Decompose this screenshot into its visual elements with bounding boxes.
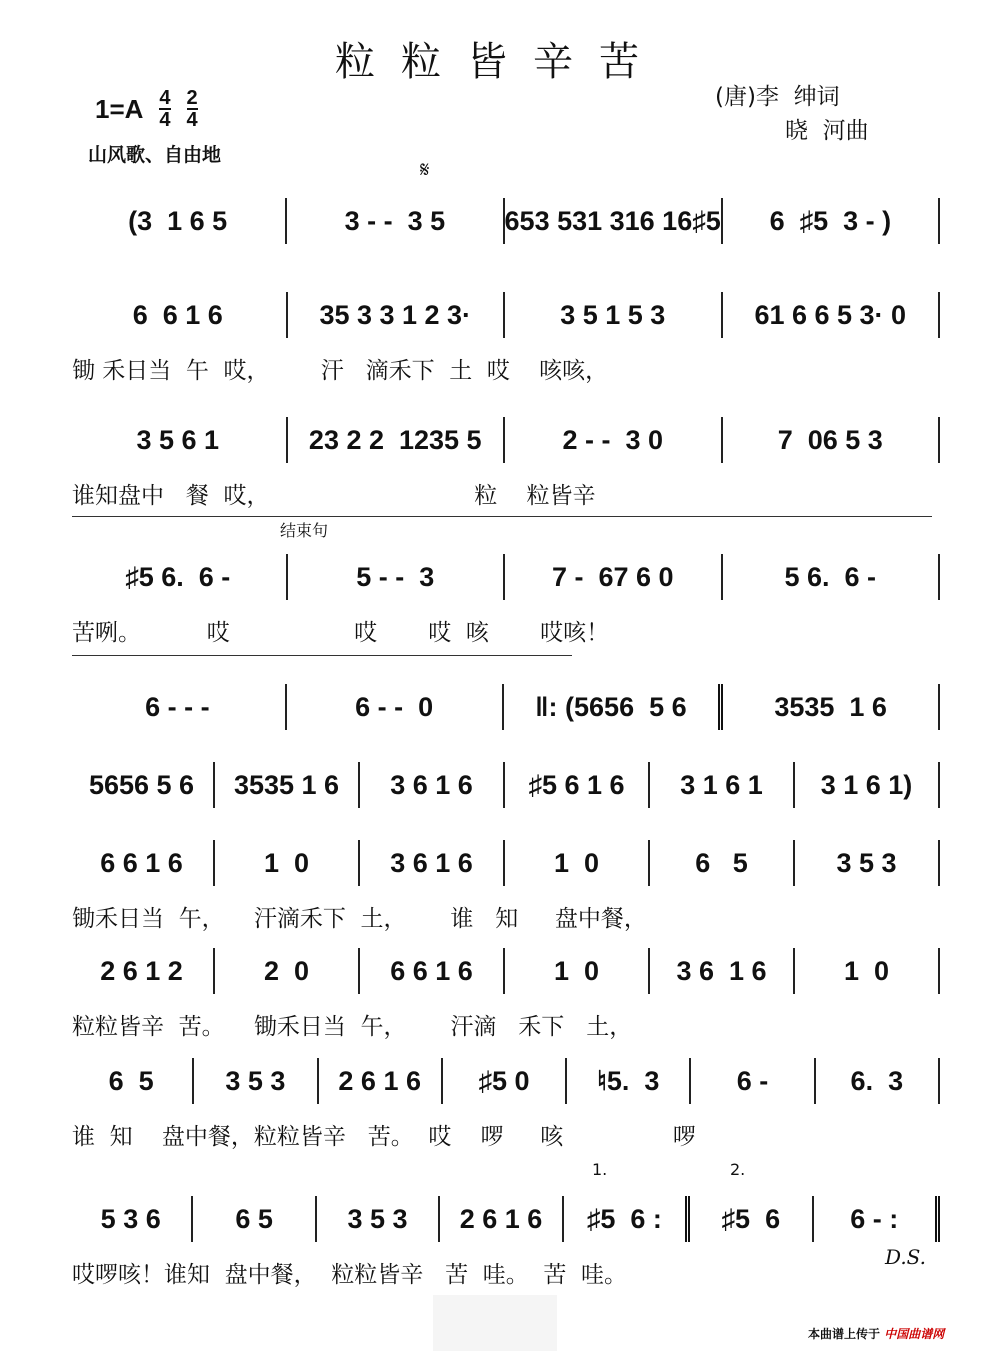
song-title: 粒粒皆辛苦 [335, 39, 665, 85]
measure: 61 6 6 5 3· 0 [723, 292, 941, 338]
measure: 35 3 3 1 2 3· [288, 292, 506, 338]
measure: 6 6 1 6 [360, 948, 505, 994]
measure: 3 5 3 [194, 1058, 318, 1104]
measure: 2 - - 3 0 [505, 417, 723, 463]
key: 1=A [95, 93, 144, 124]
measure: 5656 5 6 [70, 762, 215, 808]
time-signature-1 [159, 88, 170, 130]
blank-patch [433, 1295, 557, 1351]
key-signature [95, 88, 198, 130]
lyrics-line: 锄 禾日当 午 哎， 汗 滴禾下 土 哎 咳咳， [72, 358, 609, 384]
measure: ♮5. 3 [567, 1058, 691, 1104]
measure: 653 531 316 16♯5 [505, 198, 723, 244]
footer-text: 本曲谱上传于 [808, 1327, 881, 1341]
notation-row [70, 840, 940, 886]
measure: 7 - 67 6 0 [505, 554, 723, 600]
lyrics-line: 苦咧。 哎 哎 哎 咳 哎咳！ [72, 620, 610, 646]
measure: ♯5 6. 6 - [70, 554, 288, 600]
measure: 6 6 1 6 [70, 840, 215, 886]
volta-1: 1. [592, 1160, 608, 1179]
measure: 3 6 1 6 [360, 840, 505, 886]
footer [808, 1325, 944, 1342]
ts-top: 2 [186, 87, 198, 109]
measure: 2 6 1 6 [440, 1196, 563, 1242]
measure: 3 5 1 5 3 [505, 292, 723, 338]
notation-row [70, 554, 940, 600]
notation-row [70, 292, 940, 338]
measure: ♯5 6 [690, 1196, 813, 1242]
measure: ♯5 0 [443, 1058, 567, 1104]
measure: 1 0 [215, 840, 360, 886]
notation-row [70, 684, 940, 730]
lyricist: (唐)李 绅词 [715, 84, 840, 110]
staff-divider [72, 516, 932, 517]
lyrics-line: 谁 知 盘中餐，粒粒皆辛 苦。 哎 啰 咳 啰 [72, 1124, 696, 1150]
lyrics-line: 锄禾日当 午， 汗滴禾下 土， 谁 知 盘中餐， [72, 906, 647, 932]
credits [715, 80, 869, 148]
notation-row [70, 948, 940, 994]
lyrics-line: 粒粒皆辛 苦。 锄禾日当 午， 汗滴 禾下 土， [72, 1014, 633, 1040]
measure: (3 1 6 5 [70, 198, 287, 244]
measure: 3 5 6 1 [70, 417, 288, 463]
composer: 晓 河曲 [785, 118, 869, 144]
measure: 1 0 [505, 948, 650, 994]
measure: 5 3 6 [70, 1196, 193, 1242]
measure: ‖: (5656 5 6 [504, 684, 724, 730]
measure: 3 6 1 6 [360, 762, 505, 808]
measure: 2 0 [215, 948, 360, 994]
measure: 6 ♯5 3 - ) [723, 198, 940, 244]
ending-label: 结束句 [280, 521, 329, 540]
ts-top: 4 [159, 87, 171, 109]
notation-row [70, 1058, 940, 1104]
measure: 3535 1 6 [723, 684, 940, 730]
time-signature-2 [187, 88, 198, 130]
measure: 3 - - 3 5 [287, 198, 504, 244]
measure: 6 - - 0 [287, 684, 504, 730]
measure: 6. 3 [816, 1058, 940, 1104]
measure: 6 5 [70, 1058, 194, 1104]
measure: 3 5 3 [795, 840, 940, 886]
measure: 2 6 1 2 [70, 948, 215, 994]
site-logo[interactable]: 中国曲谱网 [884, 1327, 945, 1341]
measure: 6 5 [193, 1196, 316, 1242]
measure: 23 2 2 1235 5 [288, 417, 506, 463]
measure: 6 - - - [70, 684, 287, 730]
measure: 6 - [691, 1058, 815, 1104]
segno-icon: 𝄋 [420, 158, 430, 183]
notation-row [70, 417, 940, 463]
dal-segno: D.S. [885, 1245, 927, 1269]
measure: 5 6. 6 - [723, 554, 941, 600]
notation-row [70, 762, 940, 808]
measure: 6 - : [814, 1196, 940, 1242]
measure: 1 0 [795, 948, 940, 994]
lyrics-line: 哎啰咳！谁知 盘中餐， 粒粒皆辛 苦 哇。 苦 哇。 [72, 1262, 628, 1288]
tempo-style: 山风歌、自由地 [88, 144, 222, 166]
measure: ♯5 6 1 6 [505, 762, 650, 808]
measure: 6 6 1 6 [70, 292, 288, 338]
measure: 3 1 6 1) [795, 762, 940, 808]
ts-bottom: 4 [186, 109, 198, 131]
measure: 7 06 5 3 [723, 417, 941, 463]
measure: 5 - - 3 [288, 554, 506, 600]
measure: 3 5 3 [317, 1196, 440, 1242]
measure: 1 0 [505, 840, 650, 886]
lyrics-line: 谁知盘中 餐 哎， 粒 粒皆辛 [72, 483, 596, 509]
measure: 6 5 [650, 840, 795, 886]
notation-row [70, 1196, 940, 1242]
staff-divider [72, 655, 572, 656]
measure: 2 6 1 6 [319, 1058, 443, 1104]
volta-2: 2. [730, 1160, 746, 1179]
measure: ♯5 6 : [564, 1196, 690, 1242]
measure: 3535 1 6 [215, 762, 360, 808]
notation-row [70, 198, 940, 244]
measure: 3 1 6 1 [650, 762, 795, 808]
measure: 3 6 1 6 [650, 948, 795, 994]
ts-bottom: 4 [159, 109, 171, 131]
